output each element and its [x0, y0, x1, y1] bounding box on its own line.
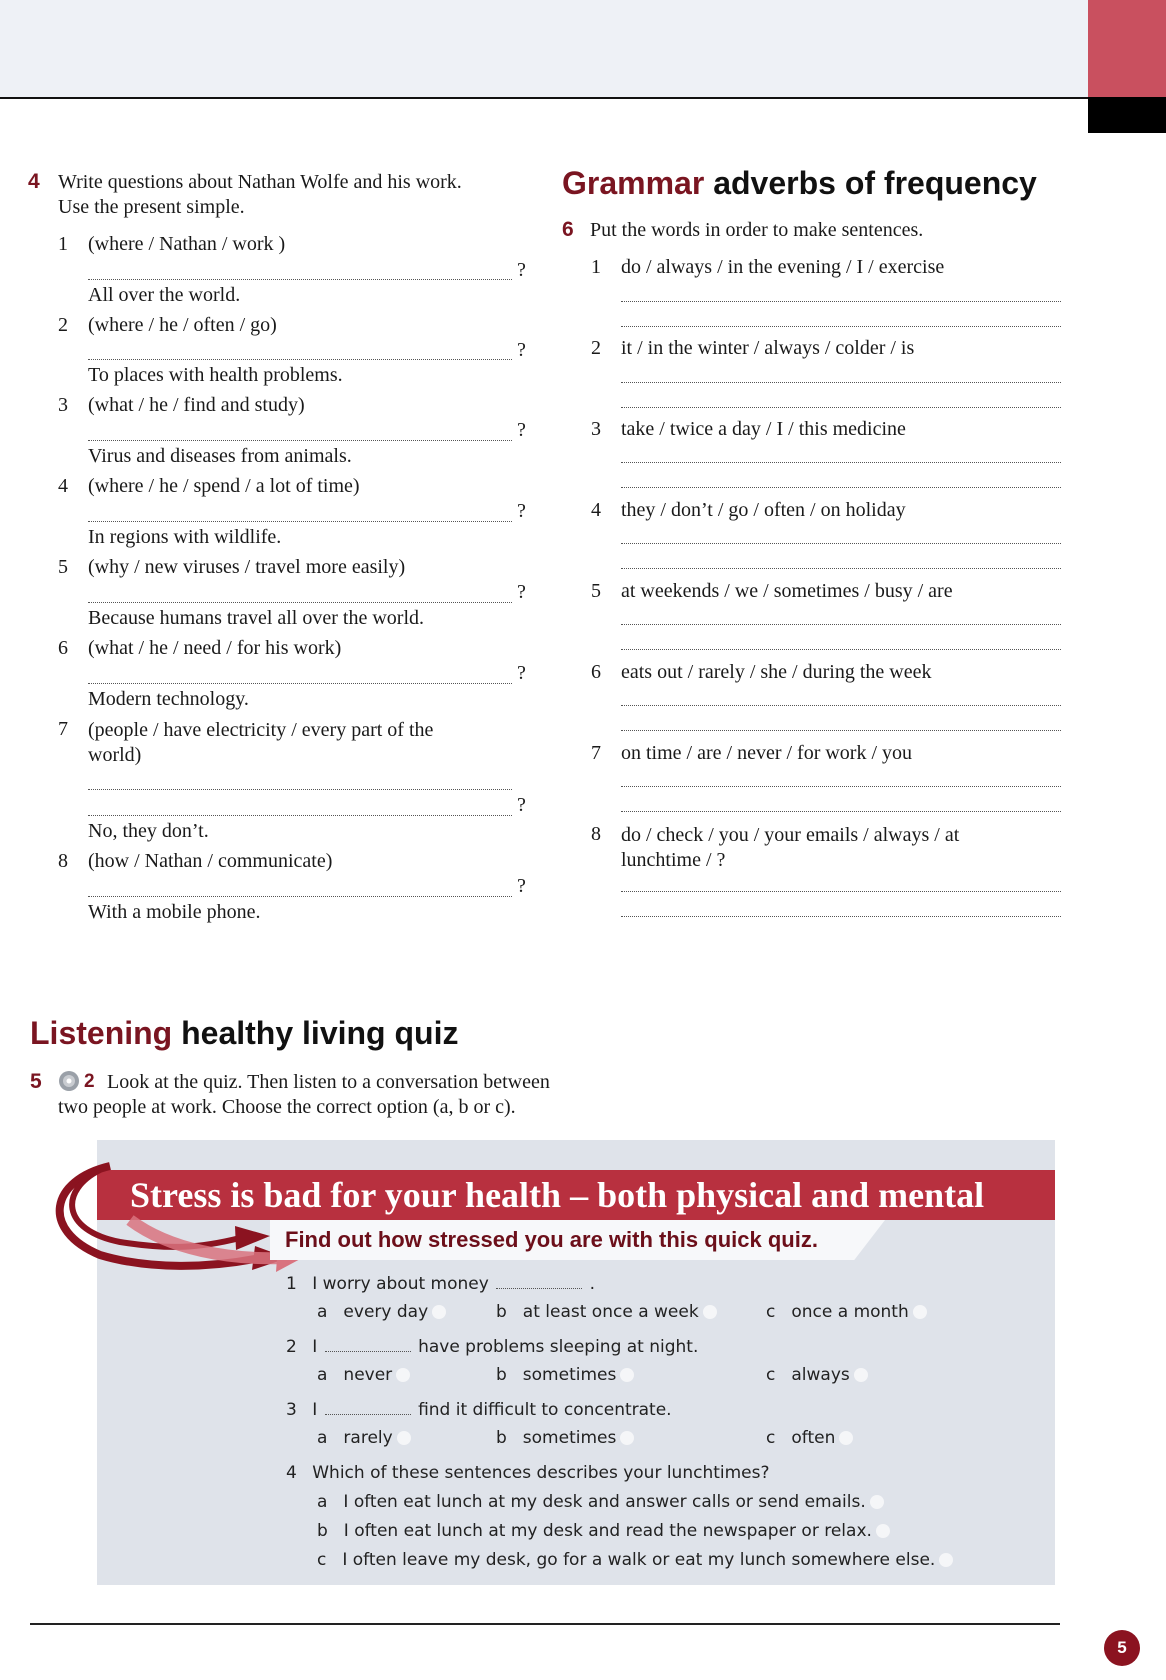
- ex6-item-number: 8: [591, 823, 601, 845]
- header-band: [0, 0, 1088, 97]
- quiz-option[interactable]: c often: [766, 1428, 853, 1448]
- quiz-blank[interactable]: [325, 1351, 411, 1352]
- radio-circle[interactable]: [876, 1524, 890, 1538]
- ex4-answer-line[interactable]: [88, 521, 512, 522]
- ex6-answer-line[interactable]: [621, 705, 1061, 706]
- ex6-item-text: on time / are / never / for work / you: [621, 742, 913, 764]
- ex4-item-answer: Modern technology.: [88, 688, 249, 710]
- ex6-answer-line[interactable]: [621, 543, 1061, 544]
- ex4-answer-line[interactable]: [88, 440, 512, 441]
- ex4-question-mark: ?: [517, 581, 526, 603]
- ex6-answer-line[interactable]: [621, 916, 1061, 917]
- ex6-item-text: it / in the winter / always / colder / is: [621, 337, 915, 359]
- quiz-option[interactable]: b I often eat lunch at my desk and read the newspaper or relax.: [317, 1521, 890, 1541]
- audio-track-number: 2: [84, 1071, 95, 1092]
- ex6-item-number: 4: [591, 499, 601, 521]
- ex4-question-mark: ?: [517, 662, 526, 684]
- ex4-answer-line[interactable]: [88, 279, 512, 280]
- ex6-item-number: 2: [591, 337, 601, 359]
- ex6-item-text: take / twice a day / I / this medicine: [621, 418, 906, 440]
- radio-circle[interactable]: [854, 1368, 868, 1382]
- ex4-item-answer: All over the world.: [88, 284, 241, 306]
- quiz-option[interactable]: c once a month: [766, 1302, 927, 1322]
- ex6-item-number: 6: [591, 661, 601, 683]
- ex6-answer-line[interactable]: [621, 624, 1061, 625]
- ex4-item-prompt: (where / he / spend / a lot of time): [88, 475, 360, 497]
- ex4-answer-line[interactable]: [88, 789, 512, 790]
- radio-circle[interactable]: [397, 1431, 411, 1445]
- ex6-answer-line[interactable]: [621, 568, 1061, 569]
- quiz-option[interactable]: b at least once a week: [496, 1302, 717, 1322]
- ex4-question-mark: ?: [517, 339, 526, 361]
- ex6-item-number: 3: [591, 418, 601, 440]
- audio-cd-icon[interactable]: [58, 1070, 80, 1092]
- ex4-answer-line[interactable]: [88, 815, 512, 816]
- ex6-item-text: do / always / in the evening / I / exercise: [621, 256, 945, 278]
- ex4-item-number: 4: [58, 475, 68, 497]
- ex6-answer-line[interactable]: [621, 326, 1061, 327]
- ex4-answer-line[interactable]: [88, 683, 512, 684]
- grammar-heading-topic: adverbs of frequency: [713, 165, 1037, 201]
- ex4-item-prompt: (where / Nathan / work ): [88, 233, 286, 255]
- grammar-heading: [562, 165, 1037, 202]
- quiz-option[interactable]: b sometimes: [496, 1428, 634, 1448]
- ex6-answer-line[interactable]: [621, 407, 1061, 408]
- listening-heading-accent: Listening: [30, 1015, 173, 1051]
- ex6-answer-line[interactable]: [621, 649, 1061, 650]
- ex6-answer-line[interactable]: [621, 487, 1061, 488]
- ex6-item-number: 5: [591, 580, 601, 602]
- ex4-item-number: 7: [58, 718, 68, 740]
- page-number-badge: 5: [1104, 1630, 1140, 1666]
- ex6-item-text: eats out / rarely / she / during the week: [621, 661, 932, 683]
- quiz-option[interactable]: a I often eat lunch at my desk and answer calls or send emails.: [317, 1492, 884, 1512]
- ex4-item-prompt: (where / he / often / go): [88, 314, 277, 336]
- exercise-5-instruction-line2: two people at work. Choose the correct option (a, b or c).: [58, 1096, 516, 1118]
- exercise-4-number: 4: [28, 170, 40, 193]
- ex6-answer-line[interactable]: [621, 811, 1061, 812]
- ex4-item-number: 2: [58, 314, 68, 336]
- ex4-item-number: 5: [58, 556, 68, 578]
- ex6-answer-line[interactable]: [621, 301, 1061, 302]
- ex6-item-number: 7: [591, 742, 601, 764]
- ex4-question-mark: ?: [517, 259, 526, 281]
- radio-circle[interactable]: [432, 1305, 446, 1319]
- ex4-item-number: 3: [58, 394, 68, 416]
- exercise-6-instruction: Put the words in order to make sentences.: [590, 219, 924, 241]
- listening-heading: [30, 1015, 458, 1052]
- ex4-item-answer: In regions with wildlife.: [88, 526, 282, 548]
- quiz-option[interactable]: a every day: [317, 1302, 446, 1322]
- quiz-subtitle: Find out how stressed you are with this quick quiz.: [285, 1227, 818, 1252]
- header-black-tab: [1088, 97, 1166, 133]
- ex4-item-prompt: (why / new viruses / travel more easily): [88, 556, 406, 578]
- ex4-item-number: 6: [58, 637, 68, 659]
- ex4-answer-line[interactable]: [88, 359, 512, 360]
- radio-circle[interactable]: [913, 1305, 927, 1319]
- ex4-item-prompt: (what / he / find and study): [88, 394, 305, 416]
- ex6-item-text: at weekends / we / sometimes / busy / are: [621, 580, 953, 602]
- exercise-5-instruction-line1: Look at the quiz. Then listen to a conversation between: [107, 1071, 550, 1093]
- quiz-option[interactable]: c I often leave my desk, go for a walk or eat my lunch somewhere else.: [317, 1550, 953, 1570]
- ex4-item-answer: Because humans travel all over the world.: [88, 607, 424, 629]
- quiz-option[interactable]: a rarely: [317, 1428, 411, 1448]
- ex4-question-mark: ?: [517, 500, 526, 522]
- header-red-tab: [1088, 0, 1166, 97]
- quiz-question-4: 4 Which of these sentences describes your lunchtimes?: [286, 1463, 770, 1483]
- header-rule: [0, 97, 1088, 99]
- ex4-item-prompt: (people / have electricity / every part of the world): [88, 719, 434, 766]
- ex4-answer-line[interactable]: [88, 602, 512, 603]
- ex4-question-mark: ?: [517, 794, 526, 816]
- ex6-answer-line[interactable]: [621, 382, 1061, 383]
- ex4-question-mark: ?: [517, 875, 526, 897]
- radio-circle[interactable]: [620, 1368, 634, 1382]
- quiz-question-2: 2 I have problems sleeping at night.: [286, 1337, 699, 1357]
- ex4-item-answer: Virus and diseases from animals.: [88, 445, 352, 467]
- exercise-6-number: 6: [562, 218, 574, 241]
- ex6-item-number: 1: [591, 256, 601, 278]
- radio-circle[interactable]: [939, 1553, 953, 1567]
- exercise-5-number: 5: [30, 1070, 42, 1093]
- ex4-question-mark: ?: [517, 419, 526, 441]
- radio-circle[interactable]: [703, 1305, 717, 1319]
- ex6-answer-line[interactable]: [621, 730, 1061, 731]
- ex4-answer-line[interactable]: [88, 896, 512, 897]
- ex6-answer-line[interactable]: [621, 462, 1061, 463]
- ex4-item-answer: To places with health problems.: [88, 364, 343, 386]
- quiz-option[interactable]: b sometimes: [496, 1365, 634, 1385]
- quiz-option[interactable]: a never: [317, 1365, 410, 1385]
- ex4-item-number: 1: [58, 233, 68, 255]
- quiz-option[interactable]: c always: [766, 1365, 868, 1385]
- quiz-blank[interactable]: [496, 1288, 582, 1289]
- radio-circle[interactable]: [396, 1368, 410, 1382]
- ex4-item-answer: With a mobile phone.: [88, 901, 261, 923]
- ex6-answer-line[interactable]: [621, 786, 1061, 787]
- listening-heading-topic: healthy living quiz: [181, 1015, 459, 1051]
- footer-rule: [30, 1623, 1060, 1625]
- radio-circle[interactable]: [620, 1431, 634, 1445]
- grammar-heading-accent: Grammar: [562, 165, 705, 201]
- quiz-question-3: 3 I find it difficult to concentrate.: [286, 1400, 672, 1420]
- quiz-blank[interactable]: [325, 1414, 411, 1415]
- ex4-item-number: 8: [58, 850, 68, 872]
- ex6-item-text: they / don’t / go / often / on holiday: [621, 499, 906, 521]
- ex4-item-answer: No, they don’t.: [88, 820, 209, 842]
- exercise-4-instruction: Write questions about Nathan Wolfe and his work. Use the present simple.: [58, 171, 462, 218]
- ex4-item-prompt: (how / Nathan / communicate): [88, 850, 333, 872]
- radio-circle[interactable]: [870, 1495, 884, 1509]
- quiz-question-1: 1 I worry about money .: [286, 1274, 596, 1294]
- quiz-title: Stress is bad for your health – both physical and mental: [130, 1175, 985, 1215]
- ex6-answer-line[interactable]: [621, 891, 1061, 892]
- ex6-item-text: do / check / you / your emails / always / at lunchtime / ?: [621, 824, 960, 871]
- radio-circle[interactable]: [839, 1431, 853, 1445]
- ex4-item-prompt: (what / he / need / for his work): [88, 637, 342, 659]
